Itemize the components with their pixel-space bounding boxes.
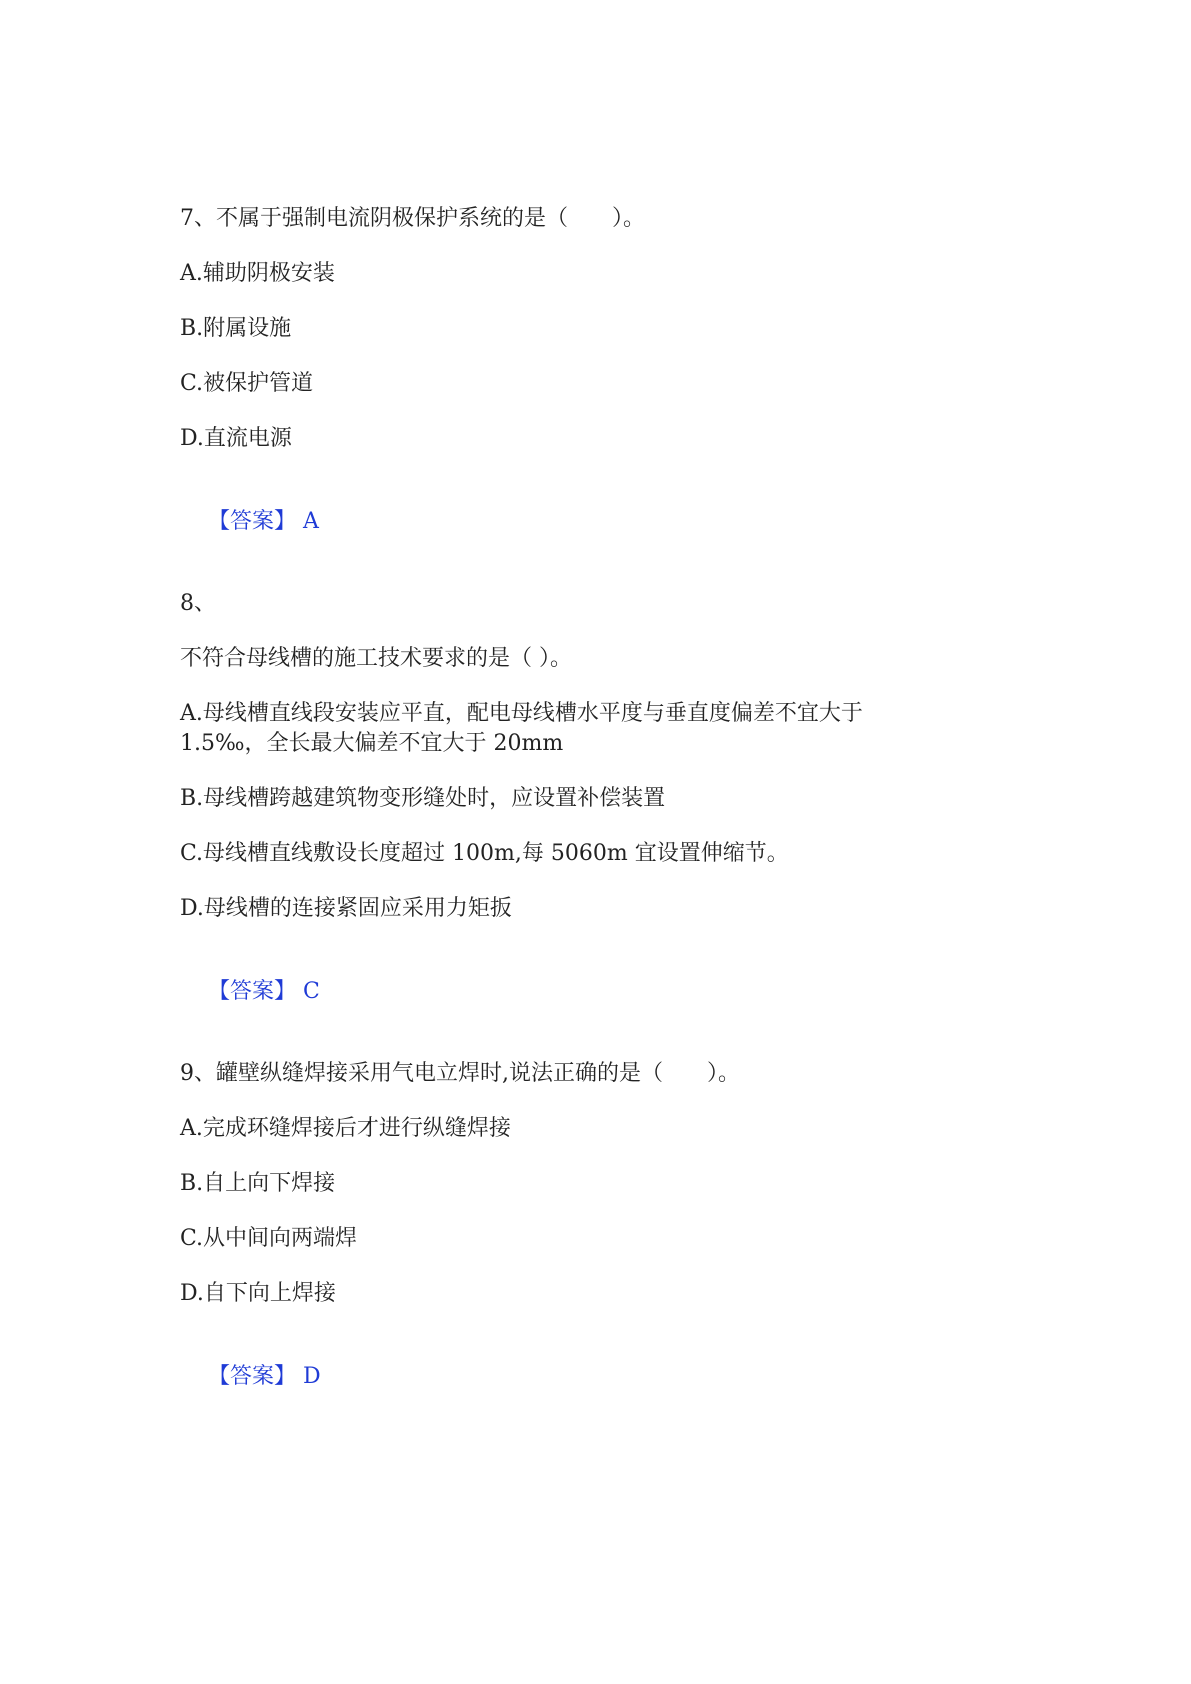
question-8-option-d: D.母线槽的连接紧固应采用力矩扳 (180, 896, 512, 921)
question-8-answer (180, 950, 320, 1034)
question-7-option-d: D.直流电源 (180, 426, 292, 451)
question-7-stem: 7、不属于强制电流阴极保护系统的是（ ）。 (180, 206, 645, 231)
question-8-option-a: A.母线槽直线段安装应平直，配电母线槽水平度与垂直度偏差不宜大于 (180, 701, 863, 726)
question-9-option-d: D.自下向上焊接 (180, 1281, 336, 1306)
question-7-option-b: B.附属设施 (180, 316, 292, 341)
question-7-option-a: A.辅助阴极安装 (180, 261, 335, 286)
answer-value: D (303, 1364, 321, 1389)
answer-value: C (303, 979, 320, 1004)
question-7-answer (180, 480, 319, 564)
question-8-option-b: B.母线槽跨越建筑物变形缝处时，应设置补偿装置 (180, 786, 666, 811)
question-8-stem: 不符合母线槽的施工技术要求的是（ ）。 (180, 646, 572, 671)
question-9-option-a: A.完成环缝焊接后才进行纵缝焊接 (180, 1116, 511, 1141)
question-9-option-c: C.从中间向两端焊 (180, 1226, 358, 1251)
question-8-option-a-cont: 1.5‰，全长最大偏差不宜大于 20mm (180, 731, 564, 756)
question-7-option-c: C.被保护管道 (180, 371, 314, 396)
question-9-option-b: B.自上向下焊接 (180, 1171, 336, 1196)
question-8-option-c: C.母线槽直线敷设长度超过 100m,每 5060m 宜设置伸缩节。 (180, 841, 789, 866)
question-8-number: 8、 (180, 591, 216, 616)
question-9-answer (180, 1335, 321, 1419)
answer-label: 【答案】 (207, 1364, 296, 1389)
answer-label: 【答案】 (207, 509, 296, 534)
question-9-stem: 9、罐壁纵缝焊接采用气电立焊时,说法正确的是（ ）。 (180, 1061, 740, 1086)
answer-label: 【答案】 (207, 979, 296, 1004)
answer-value: A (303, 509, 319, 534)
